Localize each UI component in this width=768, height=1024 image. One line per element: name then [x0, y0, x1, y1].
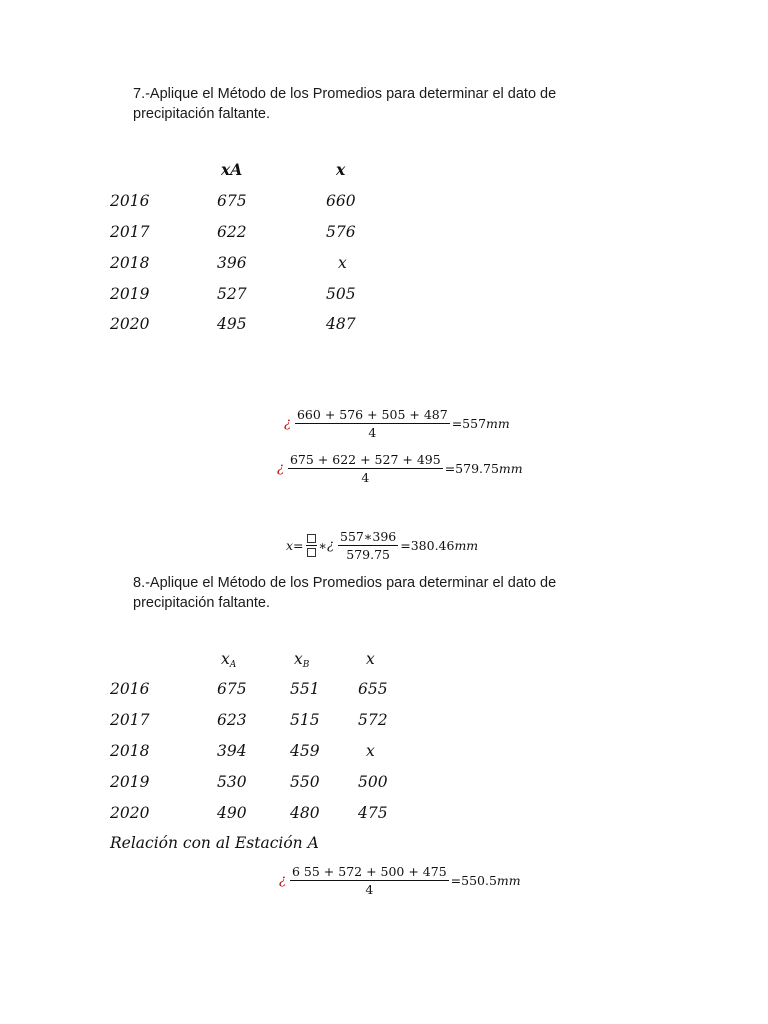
- table7-cell-a: 675: [217, 192, 247, 210]
- p7-eq2-unit: mm: [498, 461, 523, 476]
- p8-eq1-denominator: 4: [365, 882, 374, 897]
- p7-eq1-result: =557: [451, 416, 487, 431]
- table8-cell-a: 623: [217, 711, 247, 729]
- p7-eq3-numerator: 557∗396: [340, 529, 397, 544]
- p8-eq1-fraction: [290, 864, 449, 897]
- p7-eq3-fraction: [338, 529, 398, 562]
- table7-cell-a: 396: [217, 254, 247, 272]
- table7-header-xa: xA: [221, 160, 243, 179]
- p7-eq1-glyph: ¿: [284, 416, 291, 431]
- p7-eq1-numerator: 660 + 576 + 505 + 487: [296, 407, 448, 422]
- table8-year: 2019: [110, 773, 150, 791]
- p7-eq1-fraction: [295, 407, 450, 440]
- placeholder-box-icon: [307, 534, 316, 543]
- placeholder-box-icon: [307, 548, 316, 557]
- p7-eq2-result: =579.75: [444, 461, 499, 476]
- table7-year: 2017: [110, 223, 150, 241]
- p7-eq3-glyph: ¿: [327, 538, 335, 553]
- p8-equation-sum-x: [279, 864, 521, 897]
- table7-cell-x: x: [338, 254, 347, 272]
- problem7-heading: [133, 85, 556, 124]
- p7-eq1-denominator: 4: [368, 425, 377, 440]
- table7-cell-x: 660: [326, 192, 356, 210]
- table8-cell-x: 572: [358, 711, 388, 729]
- table8-year: 2018: [110, 742, 150, 760]
- table8-cell-a: 394: [217, 742, 247, 760]
- problem8-heading-line2: precipitación faltante.: [133, 594, 271, 611]
- table8-cell-b: 550: [290, 773, 320, 791]
- problem7-heading-line1: 7.-Aplique el Método de los Promedios para determinar el dato de: [133, 86, 557, 102]
- p8-eq1-unit: mm: [496, 873, 521, 888]
- table8-year: 2017: [110, 711, 150, 729]
- problem7-heading-line2: precipitación faltante.: [133, 105, 271, 122]
- table8-cell-a: 530: [217, 773, 247, 791]
- table8-year: 2020: [110, 804, 150, 822]
- p7-eq3-result: =380.46: [400, 538, 455, 553]
- p7-equation-sum-xa: [277, 452, 523, 485]
- table8-header-xa: $x_A$: [221, 650, 237, 670]
- table8-cell-x: x: [366, 742, 375, 760]
- table8-cell-b: 551: [290, 680, 320, 698]
- table7-year: 2019: [110, 285, 150, 303]
- table7-year: 2016: [110, 192, 150, 210]
- p7-eq3-mult: ∗: [318, 538, 328, 553]
- p8-eq1-result: =550.5: [450, 873, 497, 888]
- table8-cell-a: 490: [217, 804, 247, 822]
- table8-cell-x: 500: [358, 773, 388, 791]
- p7-equation-sum-x: [284, 407, 510, 440]
- p7-eq3-unit: mm: [454, 538, 479, 553]
- table8-cell-b: 515: [290, 711, 320, 729]
- p7-equation-result: [286, 529, 478, 562]
- table7-cell-a: 527: [217, 285, 247, 303]
- problem8-heading-line1: 8.-Aplique el Método de los Promedios para determinar el dato de: [133, 575, 557, 591]
- table7-cell-a: 495: [217, 315, 247, 333]
- relation-station-a-label: Relación con al Estación A: [110, 834, 319, 852]
- table7-header-x: x: [336, 160, 346, 179]
- table7-cell-x: 487: [326, 315, 356, 333]
- p7-eq3-denominator: 579.75: [346, 547, 390, 562]
- placeholder-box-fraction: [306, 533, 317, 558]
- p7-eq2-glyph: ¿: [277, 461, 284, 476]
- table7-cell-x: 505: [326, 285, 356, 303]
- table7-year: 2018: [110, 254, 150, 272]
- p7-eq2-denominator: 4: [361, 470, 370, 485]
- p7-eq2-numerator: 675 + 622 + 527 + 495: [289, 452, 441, 467]
- p8-eq1-glyph: ¿: [279, 873, 286, 888]
- table8-cell-b: 480: [290, 804, 320, 822]
- table8-cell-x: 475: [358, 804, 388, 822]
- p7-eq2-fraction: [288, 452, 443, 485]
- table8-cell-b: 459: [290, 742, 320, 760]
- table8-cell-a: 675: [217, 680, 247, 698]
- table7-cell-x: 576: [326, 223, 356, 241]
- p7-eq1-unit: mm: [486, 416, 510, 431]
- table7-year: 2020: [110, 315, 150, 333]
- table8-year: 2016: [110, 680, 150, 698]
- p8-eq1-numerator: 6 55 + 572 + 500 + 475: [291, 864, 447, 879]
- problem8-heading: [133, 574, 556, 613]
- table8-header-xb: $x_B$: [294, 650, 310, 670]
- p7-eq3-lhs: x=: [286, 538, 304, 553]
- table7-cell-a: 622: [217, 223, 247, 241]
- table8-header-x: x: [366, 650, 375, 668]
- table8-cell-x: 655: [358, 680, 388, 698]
